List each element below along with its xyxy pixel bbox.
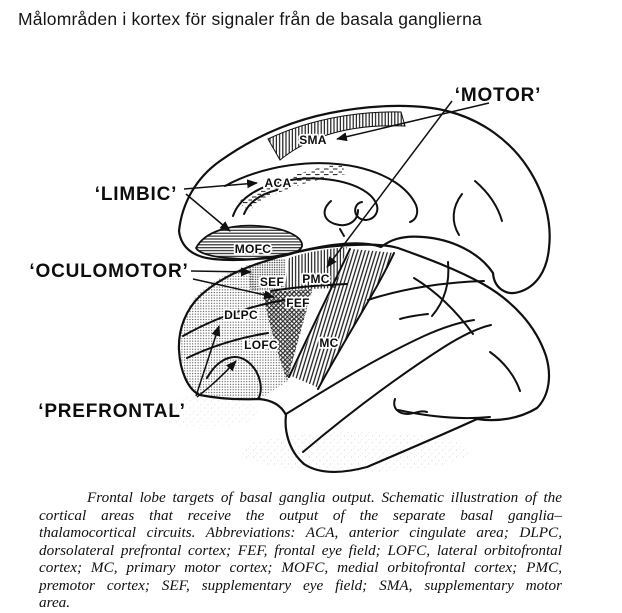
postcentral-sulcus [432,262,448,316]
caption-line: premotor cortex; SEF, supplementary eye field; SMA, supplementary motor [39,576,562,594]
dlpc-label: DLPC [224,308,258,322]
caption-line: area. [39,594,71,611]
caption-line: Frontal lobe targets of basal ganglia output. Schematic illustration of the [87,489,562,506]
parieto-occipital-sulcus [454,194,462,235]
calcarine-sulcus [475,181,502,221]
mc-label: MC [319,336,339,350]
oculomotor-label: ‘OCULOMOTOR’ [29,261,189,282]
caption-line: dorsolateral prefrontal cortex; FEF, frontal eye field; LOFC, lateral orbitofrontal [39,541,562,559]
sma-region [268,112,405,160]
cortical-regions [180,112,405,398]
mofc-label: MOFC [234,242,272,256]
caption-line: thalamocortical circuits. Abbreviations: ACA, anterior cingulate area; DLPC, [39,524,562,541]
brainstem-tick [340,229,344,236]
occipital-hook-line [490,352,520,391]
pmc-label: PMC [302,272,330,286]
sef-label: SEF [259,275,285,289]
fornix-curl-line [325,201,358,225]
limbic-label: ‘LIMBIC’ [94,184,178,205]
caption-line: cortex; MC, primary motor cortex; MOFC, medial orbitofrontal cortex; PMC, [39,559,562,576]
fef-label: FEF [286,296,310,310]
prefrontal-label: ‘PREFRONTAL’ [38,401,186,422]
figure-caption [39,489,562,612]
oculomotor-to-sef-arrow [191,271,251,272]
figure-svg [0,55,622,485]
sma-label: SMA [299,133,327,147]
caption-line: cortical areas that receive the output of the separate basal ganglia– [39,506,562,524]
parietal-short-line [400,314,428,319]
scan-noise [150,396,470,472]
limbic-to-mofc-arrow [186,194,230,231]
motor-label: ‘MOTOR’ [454,85,542,106]
brain-figure [0,55,622,485]
aca-label: ACA [264,176,292,190]
lofc-label: LOFC [244,338,278,352]
aca-region [238,163,346,211]
parietal-long-line [368,281,484,300]
page-title: Målområden i kortex för signaler från de basala ganglierna [18,9,482,29]
